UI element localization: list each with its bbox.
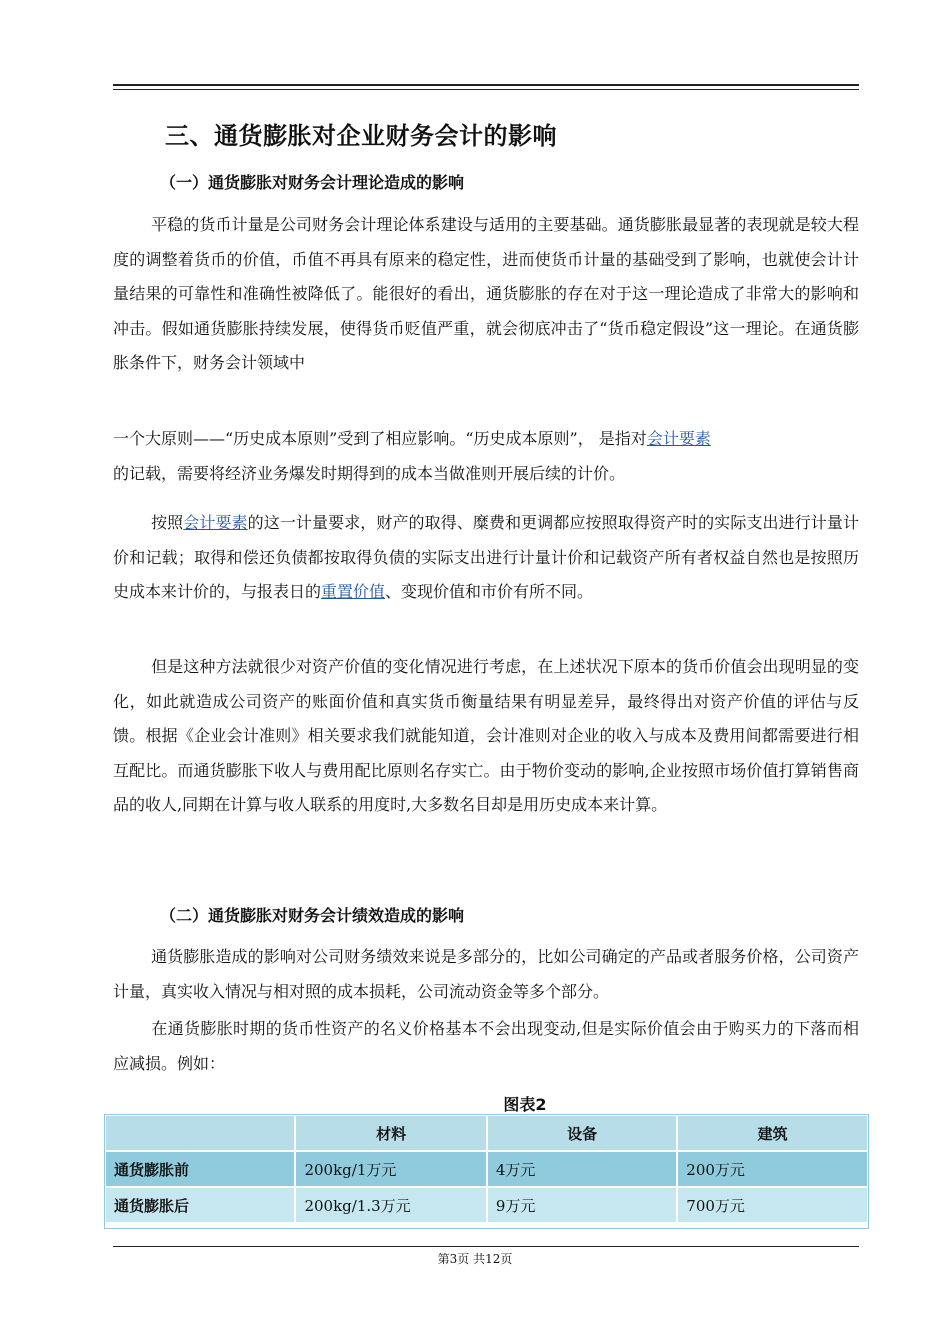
table-cell: 200kg/1万元 [295, 1151, 486, 1187]
table-header-row [105, 1115, 868, 1151]
paragraph-4: 但是这种方法就很少对资产价值的变化情况进行考虑，在上述状况下原本的货币价值会出现明显的变化，如此就造成公司资产的账面价值和真实货币衡量结果有明显差异，最终得出对资产价值的评估与反馈。根据《企业会计准则》相关要求我们就能知道，会计准则对企业的收入与成本及费用间都需要进行相互配比。而通货膨胀下收人与费用配比原则名存实亡。由于物价变动的影响,企业按照市场价值打算销售商品的收人,同期在计算与收人联系的用度时,大多数名目却是用历史成本来计算。 [113, 657, 859, 814]
paragraph-6: 在通货膨胀时期的货币性资产的名义价格基本不会出现变动,但是实际价值会由于购买力的下落而相应减损。例如： [113, 1019, 859, 1073]
table-row [105, 1187, 868, 1223]
section-heading: 三、通货膨胀对企业财务会计的影响 [165, 122, 557, 150]
header-rule-thin [113, 89, 859, 90]
table-cell: 700万元 [677, 1187, 868, 1223]
link-replacement-value[interactable]: 重置价值 [321, 582, 386, 601]
subsection-title-1: （一）通货膨胀对财务会计理论造成的影响 [160, 173, 465, 192]
paragraph-3: 按照会计要素的这一计量要求，财产的取得、糜费和更调都应按照取得资产时的实际支出进行计量计价和记载；取得和偿还负债都按取得负债的实际支出进行计量计价和记载资产所有者权益自然也是按照历史成本来计价的，与报表日的重置价值、变现价值和市价有所不同。 [113, 513, 859, 601]
header-cell: 设备 [487, 1115, 677, 1151]
header-cell: 建筑 [677, 1115, 868, 1151]
paragraph-2: 一个大原则——“历史成本原则”受到了相应影响。“历史成本原则”， 是指对会计要素 的记载，需要将经济业务爆发时期得到的成本当做准则开展后续的计价。 [113, 429, 711, 483]
table-cell: 9万元 [487, 1187, 677, 1223]
subsection-title-2: （二）通货膨胀对财务会计绩效造成的影响 [160, 906, 465, 925]
link-accounting-elements-2[interactable]: 会计要素 [183, 513, 248, 532]
inflation-table [104, 1114, 869, 1224]
header-cell: 材料 [295, 1115, 486, 1151]
header-rule [113, 84, 859, 86]
row-header-cell: 通货膨胀后 [105, 1187, 295, 1223]
table-cell: 200万元 [677, 1151, 868, 1187]
header-cell [105, 1115, 295, 1151]
link-accounting-elements[interactable]: 会计要素 [646, 429, 711, 448]
paragraph-5: 通货膨胀造成的影响对公司财务绩效来说是多部分的，比如公司确定的产品或者服务价格，公司资产计量，真实收入情况与相对照的成本损耗，公司流动资金等多个部分。 [113, 947, 859, 1001]
table-row [105, 1151, 868, 1187]
page-number: 第3页 共12页 [437, 1252, 513, 1266]
table-cell: 200kg/1.3万元 [295, 1187, 486, 1223]
table-cell: 4万元 [487, 1151, 677, 1187]
paragraph-1: 平稳的货币计量是公司财务会计理论体系建设与适用的主要基础。通货膨胀最显著的表现就是较大程度的调整着货币的价值，币值不再具有原来的稳定性，进而使货币计量的基础受到了影响，也就使会计计量结果的可靠性和准确性被降低了。能很好的看出，通货膨胀的存在对于这一理论造成了非常大的影响和冲击。假如通货膨胀持续发展，使得货币贬值严重，就会彻底冲击了“货币稳定假设”这一理论。在通货膨胀条件下，财务会计领域中 [113, 215, 859, 372]
table-caption: 图表2 [503, 1095, 547, 1114]
row-header-cell: 通货膨胀前 [105, 1151, 295, 1187]
footer-rule [113, 1246, 859, 1247]
